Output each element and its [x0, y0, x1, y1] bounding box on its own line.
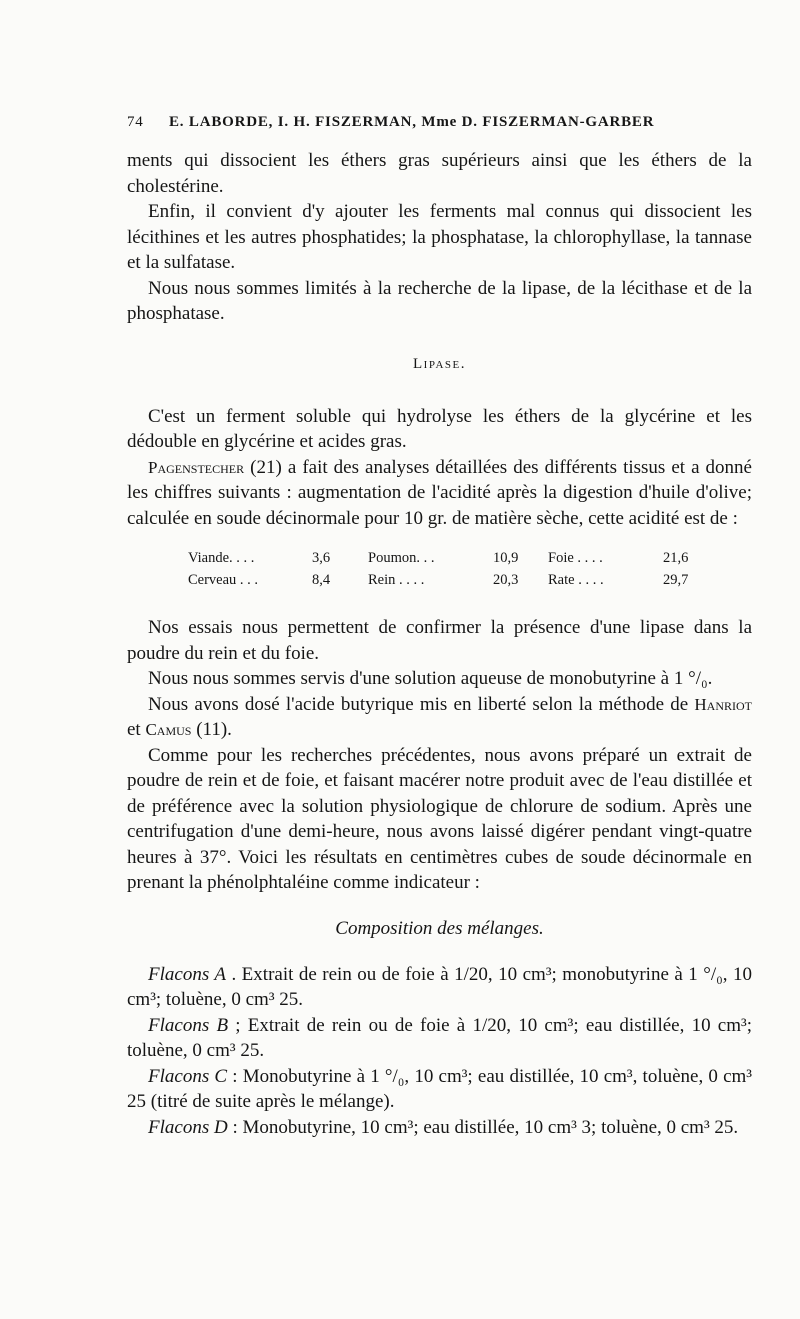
author-name: Camus	[145, 720, 192, 739]
reference: (11).	[191, 719, 232, 740]
paragraph-text: Nous avons dosé l'acide butyrique mis en liberté selon la méthode de	[148, 693, 695, 715]
flacons-text: ; Extrait de rein ou de foie à 1/20, 10 cm³; eau distillée, 10 cm³; toluène, 0 cm³ 25.	[127, 1014, 752, 1061]
acidity-value: 20,3	[493, 572, 519, 588]
paragraph-confirmation: Nos essais nous permettent de confirmer la présence d'une lipase dans la poudre du rein et du foie.	[127, 617, 752, 664]
flacons-item	[127, 962, 752, 1013]
paragraph-procedure: Comme pour les recherches précédentes, nous avons préparé un extrait de poudre de rein et de foie, et faisant macérer notre produit avec de l'eau distillée et de préférence avec la solution physiologique de chlorure de sodium. Après une centrifugation d'une demi-heure, nous avons laissé digérer pendant vingt-quatre heures à 37°. Voici les résultats en centimètres cubes de soude décinormale en prenant la phénolphtaléine comme indicateur :	[127, 744, 752, 893]
flacons-label: Flacons B	[148, 1014, 229, 1036]
author-name: Hanriot	[694, 694, 752, 714]
section-title-lipase: Lipase.	[413, 355, 466, 372]
table-cell	[188, 569, 368, 591]
table-cell	[548, 569, 713, 591]
page-number: 74	[127, 114, 144, 130]
author-name: Pagenstecher	[148, 457, 245, 477]
table-cell	[548, 547, 713, 569]
organ-name: Rate . . . .	[548, 572, 604, 588]
paragraph-text: (21) a fait des analyses détaillées des différents tissus et a donné les chiffres suivants : augmentation de l'acidité après la digestion d'huile d'olive; calculée en soude décinormale pour 10 gr. de matière sèche, cette acidité est de :	[127, 456, 752, 529]
flacons-text: : Monobutyrine à 1 °/₀, 10 cm³; eau distillée, 10 cm³, toluène, 0 cm³ 25 (titré de suite après le mélange).	[127, 1065, 753, 1112]
flacons-item	[127, 1115, 752, 1141]
organ-name: Rein . . . .	[368, 572, 425, 588]
flacons-label: Flacons C	[148, 1065, 228, 1087]
flacons-item	[127, 1064, 752, 1115]
running-head	[127, 112, 752, 148]
table-cell	[368, 547, 548, 569]
flacons-item	[127, 1013, 752, 1064]
acidity-value: 29,7	[663, 572, 689, 588]
table-row	[188, 569, 752, 591]
paragraph-lipase-definition: C'est un ferment soluble qui hydrolyse les éthers de la glycérine et les dédouble en glycérine et acides gras.	[127, 405, 752, 452]
paragraph-method	[127, 692, 752, 743]
acidity-value: 21,6	[663, 550, 689, 566]
acidity-value: 10,9	[493, 550, 519, 566]
organ-name: Viande. . . .	[188, 550, 255, 566]
acidity-value: 3,6	[312, 550, 331, 566]
paragraph-scope: Nous nous sommes limités à la recherche de la lipase, de la lécithase et de la phosphatase.	[127, 277, 752, 324]
subheading-mixtures: Composition des mélanges.	[335, 917, 544, 939]
paragraph-enzymes: Enfin, il convient d'y ajouter les ferments mal connus qui dissocient les lécithines et les autres phosphatides; la phosphatase, la chlorophyllase, la tannase et la sulfatase.	[127, 201, 752, 273]
paragraph-pagenstecher	[127, 455, 752, 532]
flacons-label: Flacons A	[148, 963, 226, 985]
flacons-text: : Monobutyrine, 10 cm³; eau distillée, 10 cm³ 3; toluène, 0 cm³ 25.	[227, 1116, 739, 1138]
page	[127, 112, 752, 1140]
table-cell	[188, 547, 368, 569]
acidity-value: 8,4	[312, 572, 331, 588]
paragraph-continuation: ments qui dissocient les éthers gras supérieurs ainsi que les éthers de la cholestérine.	[127, 150, 752, 197]
flacons-text: . Extrait de rein ou de foie à 1/20, 10 cm³; monobutyrine à 1 °/₀, 10 cm³; toluène, 0 cm³ 25.	[127, 963, 753, 1010]
acidity-table	[188, 547, 752, 591]
organ-name: Foie . . . .	[548, 550, 603, 566]
organ-name: Poumon. . .	[368, 550, 435, 566]
flacons-label: Flacons D	[148, 1116, 228, 1138]
table-row	[188, 547, 752, 569]
table-cell	[368, 569, 548, 591]
organ-name: Cerveau . . .	[188, 572, 259, 588]
paragraph-solution: Nous nous sommes servis d'une solution aqueuse de monobutyrine à 1 °/₀.	[148, 668, 713, 689]
authors-header: E. LABORDE, I. H. FISZERMAN, Mme D. FISZERMAN-GARBER	[169, 114, 655, 130]
conjunction: et	[127, 719, 146, 740]
